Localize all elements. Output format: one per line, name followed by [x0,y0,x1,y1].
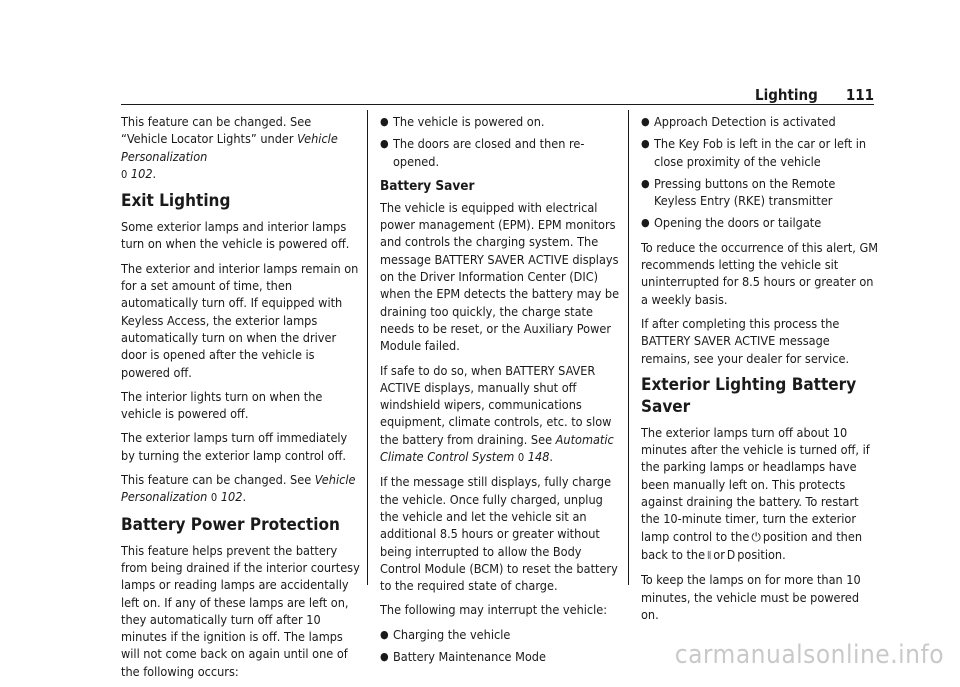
paragraph: The exterior and interior lamps remain on for a set amount of time, then automatically turn off. If equipped with Keyless Access, the exterior lamps automatically turn on when the driver door is opened after the vehicle is powered off. [121,260,359,380]
column-2 [380,113,620,672]
page-ref-link[interactable]: 0 102 [210,489,243,505]
bullet-icon: ● [380,115,389,128]
paragraph: The vehicle is equipped with electrical power management (EPM). EPM monitors and controls the charging system. The message BATTERY SAVER ACTIVE displays on the Driver Information Center (DIC) when the EPM detects the battery may be draining too quickly, the charge state needs to be reset, or the Auxiliary Power Module failed. [380,199,620,354]
bullet-list [380,626,620,666]
list-item: ● The vehicle is powered on. [380,114,545,129]
list-item: ● Opening the doors or tailgate [641,215,822,231]
column-1 [121,113,361,687]
paragraph: This feature can be changed. See Vehicle Personalization 0 102. [121,472,356,505]
paragraph: To reduce the occurrence of this alert, GM recommends letting the vehicle sit uninterrupted for 8.5 hours or greater on a weekly basis. [641,239,879,307]
column-divider [367,110,368,585]
parking-lamp-icon: ⧛ [707,547,712,562]
list-item: ● Approach Detection is activated [641,114,836,129]
paragraph: The exterior lamps turn off immediately by turning the exterior lamp control off. [121,430,348,463]
link-automatic-climate-control[interactable]: Automatic Climate Control System [380,431,614,465]
heading-exterior-lighting-battery-saver: Exterior Lighting Battery Saver [641,374,857,417]
paragraph: If safe to do so, when BATTERY SAVER ACTIVE displays, manually shut off windshield wipers, communications equipment, climate controls, etc. to slow the battery from draining. See Automatic Climate Control System 0 148. [380,362,614,465]
bullet-icon: ● [641,176,650,190]
ref-arrow-icon: 0 [210,491,218,505]
bullet-list [380,113,620,170]
paragraph: Some exterior lamps and interior lamps turn on when the vehicle is powered off. [121,219,350,252]
link-vehicle-personalization[interactable]: Vehicle Personalization [121,472,356,505]
bullet-icon: ● [641,137,650,151]
link-vehicle-personalization[interactable]: Vehicle Personalization [121,131,338,164]
paragraph: The interior lights turn on when the vehicle is powered off. [121,388,323,422]
bullet-icon: ● [641,115,650,128]
paragraph: The following may interrupt the vehicle: [380,602,608,618]
ref-arrow-icon: 0 [517,451,525,465]
headlamp-icon: D [726,547,736,562]
bullet-icon: ● [641,216,650,230]
heading-battery-saver: Battery Saver [380,177,475,194]
paragraph: To keep the lamps on for more than 10 minutes, the vehicle must be powered on. [641,572,861,622]
header-rule [121,104,874,105]
paragraph: This feature helps prevent the battery from being drained if the interior courtesy lamps or reading lamps are accidentally left on. If any of these lamps are left on, they automatically turn off after 10 minutes if the ignition is off. The lamps will not come back on again until one of the following occurs: [121,542,360,679]
column-divider [628,110,629,585]
power-icon: ⏻ [751,529,761,544]
list-item: ● The doors are closed and then re-opened. [380,136,585,169]
list-item: ● Charging the vehicle [380,626,511,642]
paragraph: This feature can be changed. See “Vehicle Locator Lights” under Vehicle Personalization 0 102. [121,114,338,181]
page-ref-link[interactable]: 0 102 [121,165,153,181]
watermark: carmanualsonline.info [674,640,944,670]
list-item: ● Battery Maintenance Mode [380,649,546,665]
bullet-list [641,113,879,232]
heading-exit-lighting: Exit Lighting [121,191,231,212]
heading-battery-power-protection: Battery Power Protection [121,514,340,535]
page-header [0,86,874,106]
bullet-icon: ● [380,650,389,664]
paragraph: If after completing this process the BATTERY SAVER ACTIVE message remains, see your dealer for service. [641,315,850,366]
ref-arrow-icon: 0 [121,167,128,181]
page-number: 111 [845,86,874,104]
list-item: ● The Key Fob is left in the car or left in close proximity of the vehicle [641,136,867,169]
bullet-icon: ● [380,137,389,151]
paragraph: The exterior lamps turn off about 10 minutes after the vehicle is turned off, if the parking lamps or headlamps have been manually left on. This protects against draining the battery. To restart the 10-minute timer, turn the exterior lamp control to the ⏻ position and then back to the ⧛ or D position. [641,424,879,564]
column-3 [641,113,879,630]
list-item: ● Pressing buttons on the Remote Keyless Entry (RKE) transmitter [641,175,836,209]
page-ref-link[interactable]: 0 148 [517,449,550,465]
section-title: Lighting [754,86,818,104]
paragraph: If the message still displays, fully charge the vehicle. Once fully charged, unplug the vehicle and let the vehicle sit an additional 8.5 hours or greater without being interrupted to allow the Body Control Module (BCM) to reset the battery to the required state of charge. [380,474,618,594]
bullet-icon: ● [380,627,389,641]
